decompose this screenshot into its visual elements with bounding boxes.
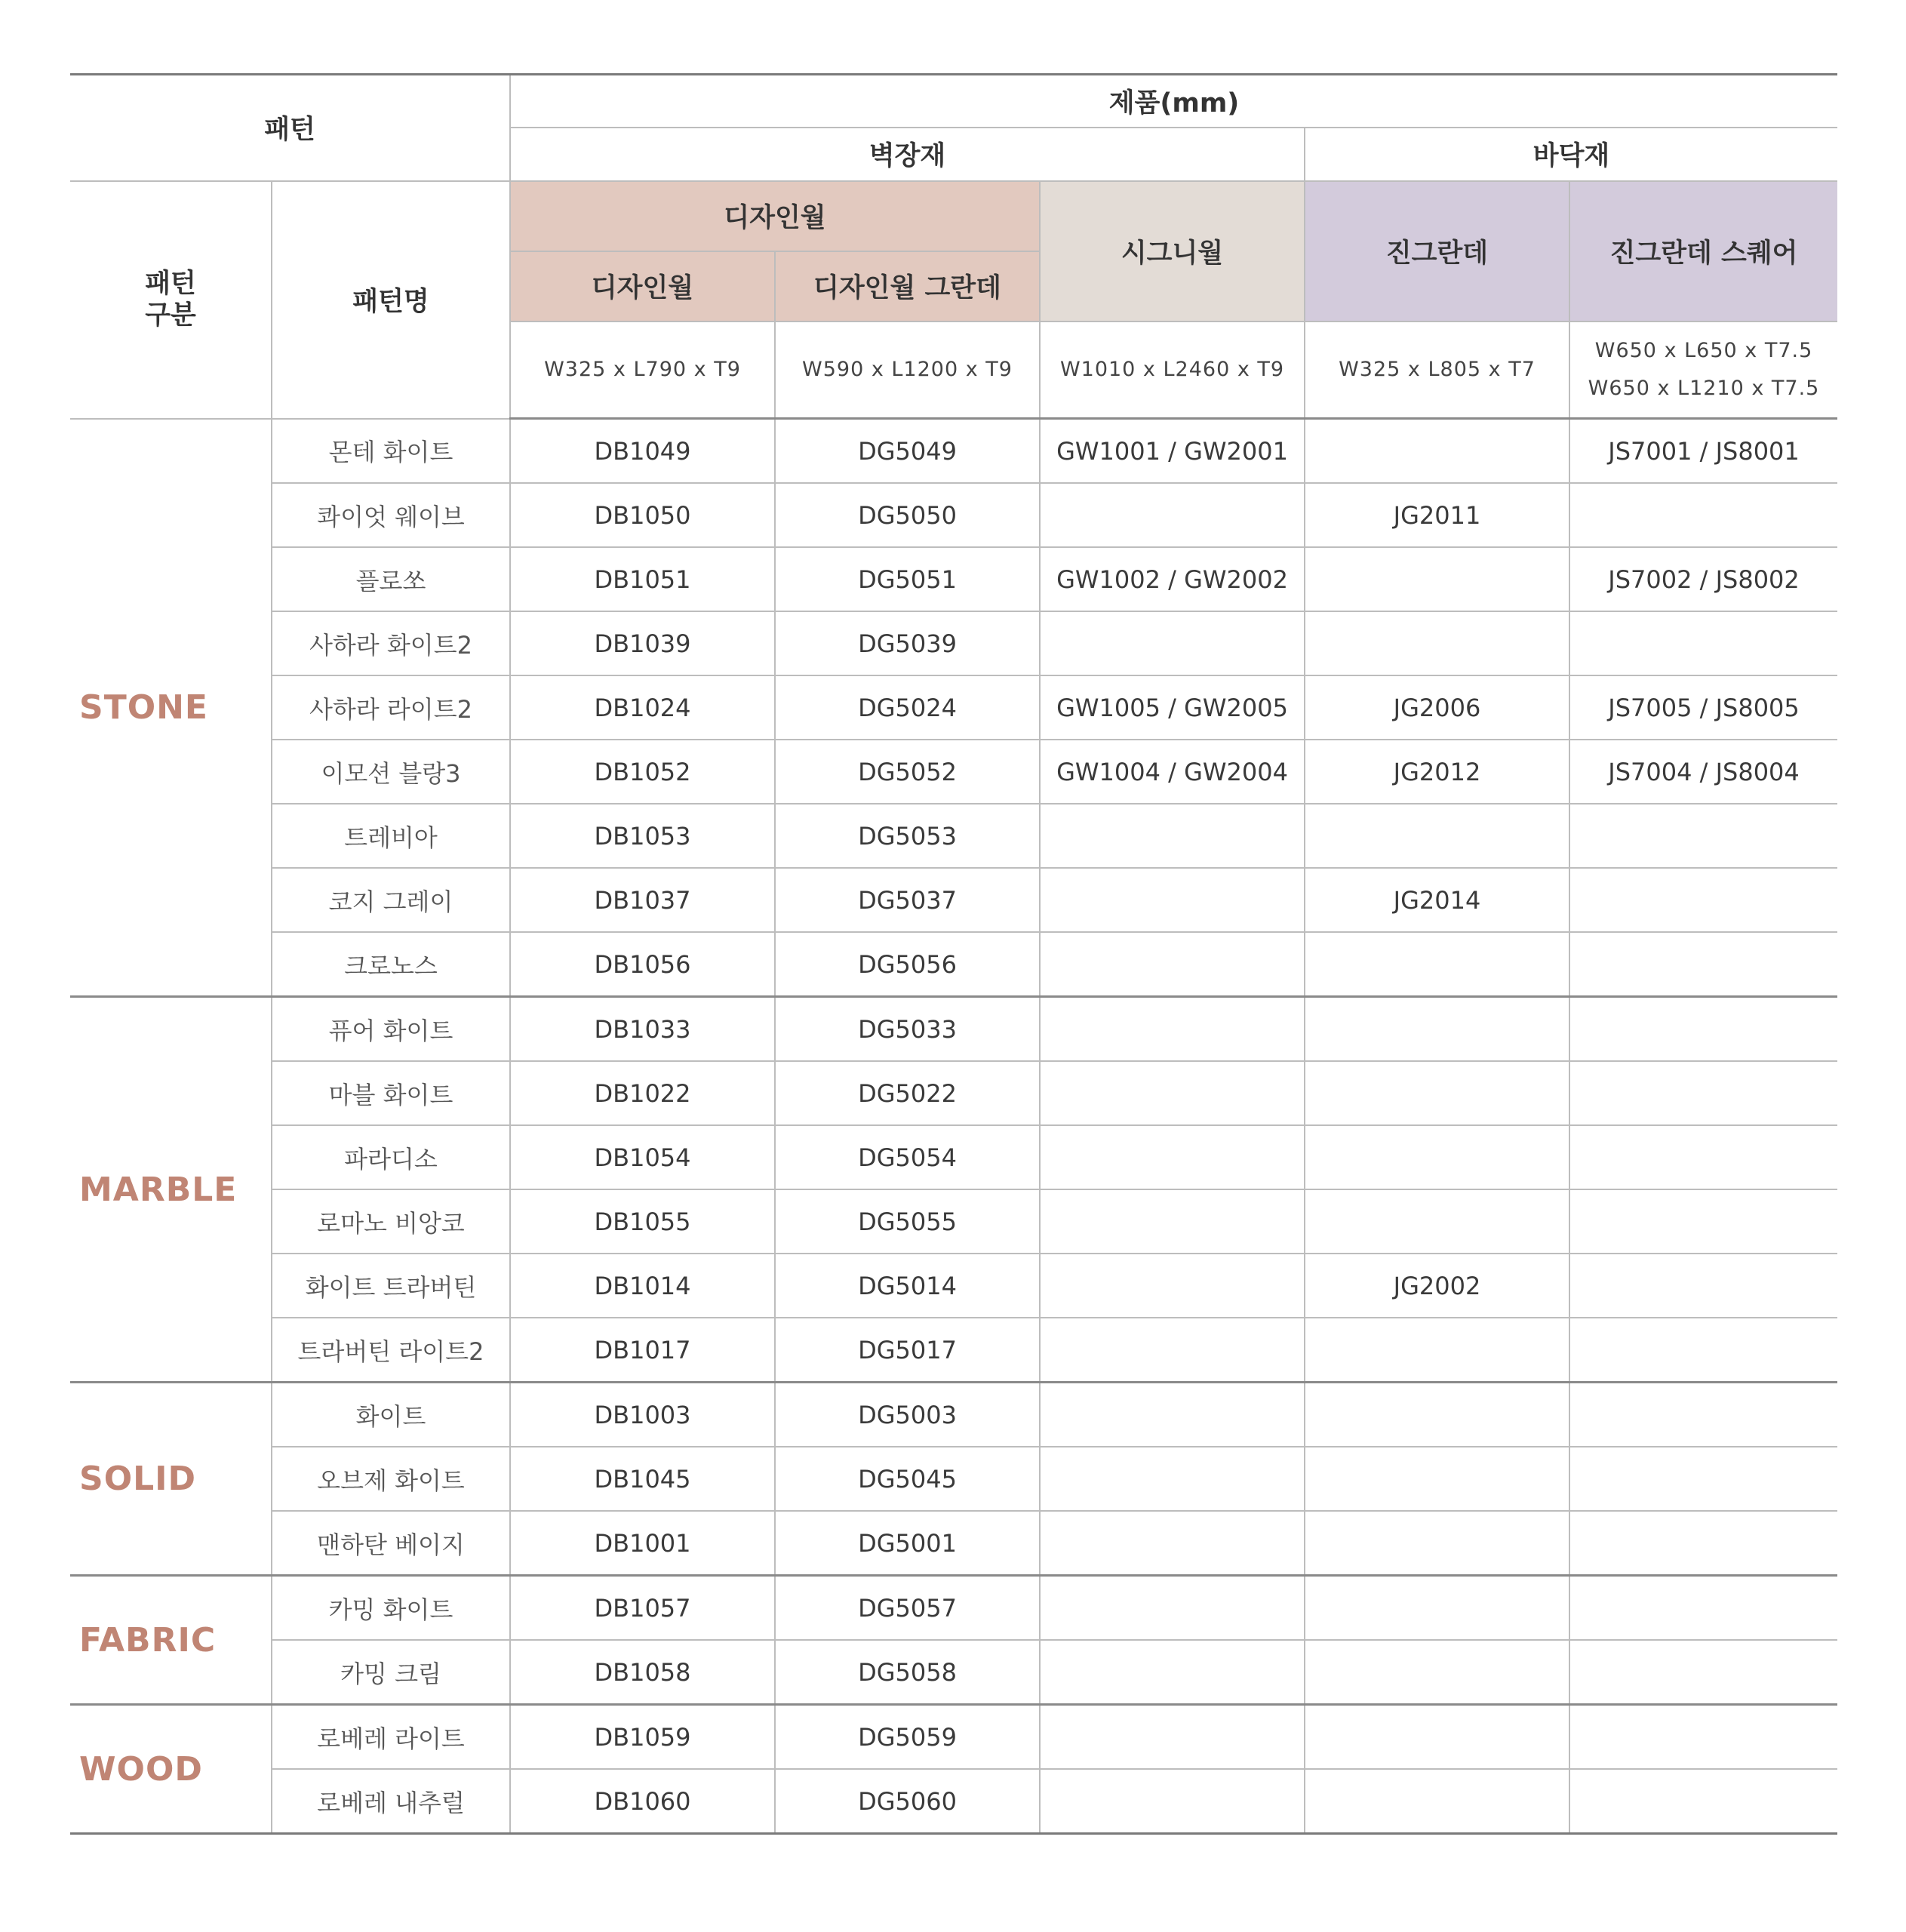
design-wall-code: DB1056 <box>510 932 775 997</box>
design-wall-code: DB1053 <box>510 804 775 868</box>
jingrande-code <box>1305 1318 1569 1383</box>
design-wall-code: DB1054 <box>510 1125 775 1189</box>
dim-signiwall: W1010 x L2460 x T9 <box>1040 321 1305 419</box>
signiwall-code <box>1040 1189 1305 1254</box>
design-wall-code: DB1058 <box>510 1640 775 1705</box>
jingrande-square-code <box>1569 804 1837 868</box>
jingrande-square-code <box>1569 1640 1837 1705</box>
pattern-name-cell: 사하라 화이트2 <box>272 611 510 675</box>
pattern-category: MARBLE <box>70 997 272 1383</box>
jingrande-square-code <box>1569 1511 1837 1576</box>
table-row <box>70 740 1837 804</box>
pattern-category: STONE <box>70 419 272 997</box>
jingrande-code <box>1305 547 1569 611</box>
dim-jingrande-square-2: W650 x L1210 x T7.5 <box>1588 376 1820 400</box>
jingrande-code <box>1305 1125 1569 1189</box>
table-row <box>70 1383 1837 1447</box>
dim-jingrande-square <box>1569 321 1837 419</box>
jingrande-square-code <box>1569 997 1837 1062</box>
jingrande-square-code <box>1569 1318 1837 1383</box>
pattern-name-cell: 코지 그레이 <box>272 868 510 932</box>
dim-jingrande-square-1: W650 x L650 x T7.5 <box>1594 338 1813 362</box>
jingrande-code <box>1305 1640 1569 1705</box>
pattern-name-cell: 오브제 화이트 <box>272 1447 510 1511</box>
signiwall-code <box>1040 483 1305 547</box>
table-row <box>70 1125 1837 1189</box>
jingrande-square-code <box>1569 1254 1837 1318</box>
design-wall-grande-code: DG5003 <box>775 1383 1040 1447</box>
table-row <box>70 1640 1837 1705</box>
header-design-wall: 디자인월 <box>510 251 775 321</box>
table-row <box>70 1769 1837 1834</box>
pattern-name-cell: 화이트 트라버틴 <box>272 1254 510 1318</box>
design-wall-code: DB1052 <box>510 740 775 804</box>
design-wall-grande-code: DG5033 <box>775 997 1040 1062</box>
design-wall-grande-code: DG5045 <box>775 1447 1040 1511</box>
pattern-name-cell: 카밍 크림 <box>272 1640 510 1705</box>
design-wall-grande-code: DG5014 <box>775 1254 1040 1318</box>
header-design-wall-grande: 디자인월 그란데 <box>775 251 1040 321</box>
pattern-name-cell: 화이트 <box>272 1383 510 1447</box>
design-wall-code: DB1024 <box>510 675 775 740</box>
signiwall-code <box>1040 1061 1305 1125</box>
jingrande-square-code <box>1569 483 1837 547</box>
pattern-name-cell: 이모션 블랑3 <box>272 740 510 804</box>
pattern-name-cell: 콰이엇 웨이브 <box>272 483 510 547</box>
signiwall-code <box>1040 1511 1305 1576</box>
design-wall-grande-code: DG5051 <box>775 547 1040 611</box>
signiwall-code: GW1001 / GW2001 <box>1040 419 1305 484</box>
signiwall-code <box>1040 932 1305 997</box>
jingrande-code <box>1305 1061 1569 1125</box>
jingrande-square-code: JS7004 / JS8004 <box>1569 740 1837 804</box>
design-wall-code: DB1060 <box>510 1769 775 1834</box>
header-product: 제품(mm) <box>510 75 1837 128</box>
pattern-category: FABRIC <box>70 1576 272 1705</box>
signiwall-code <box>1040 868 1305 932</box>
pattern-name-cell: 크로노스 <box>272 932 510 997</box>
design-wall-code: DB1055 <box>510 1189 775 1254</box>
design-wall-code: DB1014 <box>510 1254 775 1318</box>
design-wall-code: DB1049 <box>510 419 775 484</box>
design-wall-grande-code: DG5037 <box>775 868 1040 932</box>
jingrande-code <box>1305 1447 1569 1511</box>
table-row <box>70 868 1837 932</box>
header-pattern-group: 패턴 구분 <box>70 181 272 419</box>
table-row <box>70 675 1837 740</box>
pattern-name-cell: 퓨어 화이트 <box>272 997 510 1062</box>
design-wall-grande-code: DG5049 <box>775 419 1040 484</box>
design-wall-code: DB1022 <box>510 1061 775 1125</box>
header-jingrande: 진그란데 <box>1305 181 1569 321</box>
jingrande-code: JG2006 <box>1305 675 1569 740</box>
jingrande-code <box>1305 1189 1569 1254</box>
dim-design-wall: W325 x L790 x T9 <box>510 321 775 419</box>
design-wall-code: DB1037 <box>510 868 775 932</box>
design-wall-code: DB1050 <box>510 483 775 547</box>
table-row <box>70 1189 1837 1254</box>
pattern-name-cell: 트레비아 <box>272 804 510 868</box>
design-wall-grande-code: DG5058 <box>775 1640 1040 1705</box>
design-wall-grande-code: DG5052 <box>775 740 1040 804</box>
dim-design-wall-grande: W590 x L1200 x T9 <box>775 321 1040 419</box>
signiwall-code <box>1040 1254 1305 1318</box>
design-wall-grande-code: DG5056 <box>775 932 1040 997</box>
design-wall-grande-code: DG5060 <box>775 1769 1040 1834</box>
header-floor: 바닥재 <box>1305 128 1837 181</box>
table-row <box>70 1447 1837 1511</box>
jingrande-code <box>1305 1383 1569 1447</box>
header-jingrande-square: 진그란데 스퀘어 <box>1569 181 1837 321</box>
jingrande-code <box>1305 1576 1569 1641</box>
pattern-name-cell: 로베레 라이트 <box>272 1705 510 1770</box>
table-row <box>70 997 1837 1062</box>
header-pattern: 패턴 <box>70 75 510 181</box>
jingrande-code <box>1305 1511 1569 1576</box>
jingrande-code <box>1305 1769 1569 1834</box>
jingrande-square-code: JS7001 / JS8001 <box>1569 419 1837 484</box>
signiwall-code <box>1040 1383 1305 1447</box>
design-wall-code: DB1045 <box>510 1447 775 1511</box>
jingrande-code <box>1305 1705 1569 1770</box>
jingrande-square-code <box>1569 611 1837 675</box>
jingrande-square-code <box>1569 1705 1837 1770</box>
signiwall-code <box>1040 1640 1305 1705</box>
signiwall-code <box>1040 1576 1305 1641</box>
signiwall-code: GW1002 / GW2002 <box>1040 547 1305 611</box>
design-wall-code: DB1039 <box>510 611 775 675</box>
pattern-name-cell: 마블 화이트 <box>272 1061 510 1125</box>
dim-jingrande: W325 x L805 x T7 <box>1305 321 1569 419</box>
jingrande-square-code <box>1569 1189 1837 1254</box>
signiwall-code <box>1040 1705 1305 1770</box>
design-wall-grande-code: DG5017 <box>775 1318 1040 1383</box>
design-wall-grande-code: DG5054 <box>775 1125 1040 1189</box>
design-wall-grande-code: DG5059 <box>775 1705 1040 1770</box>
header-wall: 벽장재 <box>510 128 1305 181</box>
jingrande-code: JG2011 <box>1305 483 1569 547</box>
table-row <box>70 932 1837 997</box>
pattern-name-cell: 로마노 비앙코 <box>272 1189 510 1254</box>
design-wall-code: DB1059 <box>510 1705 775 1770</box>
design-wall-grande-code: DG5001 <box>775 1511 1040 1576</box>
table-row <box>70 804 1837 868</box>
product-spec-table <box>70 73 1837 1835</box>
design-wall-code: DB1017 <box>510 1318 775 1383</box>
signiwall-code <box>1040 997 1305 1062</box>
design-wall-code: DB1051 <box>510 547 775 611</box>
design-wall-code: DB1057 <box>510 1576 775 1641</box>
jingrande-square-code <box>1569 868 1837 932</box>
pattern-name-cell: 플로쏘 <box>272 547 510 611</box>
jingrande-code <box>1305 932 1569 997</box>
signiwall-code <box>1040 1447 1305 1511</box>
table-row <box>70 483 1837 547</box>
jingrande-square-code <box>1569 932 1837 997</box>
pattern-name-cell: 몬테 화이트 <box>272 419 510 484</box>
jingrande-code <box>1305 997 1569 1062</box>
pattern-name-cell: 맨하탄 베이지 <box>272 1511 510 1576</box>
pattern-name-cell: 파라디소 <box>272 1125 510 1189</box>
design-wall-grande-code: DG5022 <box>775 1061 1040 1125</box>
signiwall-code <box>1040 804 1305 868</box>
table-row <box>70 547 1837 611</box>
design-wall-grande-code: DG5039 <box>775 611 1040 675</box>
signiwall-code <box>1040 1125 1305 1189</box>
jingrande-square-code <box>1569 1383 1837 1447</box>
signiwall-code <box>1040 1769 1305 1834</box>
table-row <box>70 611 1837 675</box>
signiwall-code: GW1005 / GW2005 <box>1040 675 1305 740</box>
jingrande-code: JG2014 <box>1305 868 1569 932</box>
table-row <box>70 1061 1837 1125</box>
signiwall-code <box>1040 1318 1305 1383</box>
jingrande-square-code <box>1569 1061 1837 1125</box>
table-row <box>70 1705 1837 1770</box>
jingrande-square-code: JS7005 / JS8005 <box>1569 675 1837 740</box>
design-wall-grande-code: DG5024 <box>775 675 1040 740</box>
pattern-category: SOLID <box>70 1383 272 1576</box>
pattern-name-cell: 로베레 내추럴 <box>272 1769 510 1834</box>
jingrande-code: JG2002 <box>1305 1254 1569 1318</box>
jingrande-square-code <box>1569 1769 1837 1834</box>
header-pattern-name: 패턴명 <box>272 181 510 419</box>
pattern-name-cell: 사하라 라이트2 <box>272 675 510 740</box>
pattern-category: WOOD <box>70 1705 272 1834</box>
pattern-name-cell: 트라버틴 라이트2 <box>272 1318 510 1383</box>
table-row <box>70 1254 1837 1318</box>
signiwall-code <box>1040 611 1305 675</box>
header-signiwall: 시그니월 <box>1040 181 1305 321</box>
table-row <box>70 419 1837 484</box>
jingrande-code <box>1305 611 1569 675</box>
signiwall-code: GW1004 / GW2004 <box>1040 740 1305 804</box>
header-design-wall-group: 디자인월 <box>510 181 1040 251</box>
design-wall-grande-code: DG5053 <box>775 804 1040 868</box>
design-wall-code: DB1001 <box>510 1511 775 1576</box>
table-row <box>70 1511 1837 1576</box>
jingrande-code <box>1305 804 1569 868</box>
design-wall-code: DB1033 <box>510 997 775 1062</box>
jingrande-square-code: JS7002 / JS8002 <box>1569 547 1837 611</box>
jingrande-code <box>1305 419 1569 484</box>
jingrande-square-code <box>1569 1447 1837 1511</box>
design-wall-grande-code: DG5055 <box>775 1189 1040 1254</box>
table-row <box>70 1318 1837 1383</box>
jingrande-square-code <box>1569 1125 1837 1189</box>
design-wall-grande-code: DG5050 <box>775 483 1040 547</box>
design-wall-grande-code: DG5057 <box>775 1576 1040 1641</box>
jingrande-code: JG2012 <box>1305 740 1569 804</box>
design-wall-code: DB1003 <box>510 1383 775 1447</box>
table-row <box>70 1576 1837 1641</box>
jingrande-square-code <box>1569 1576 1837 1641</box>
pattern-name-cell: 카밍 화이트 <box>272 1576 510 1641</box>
